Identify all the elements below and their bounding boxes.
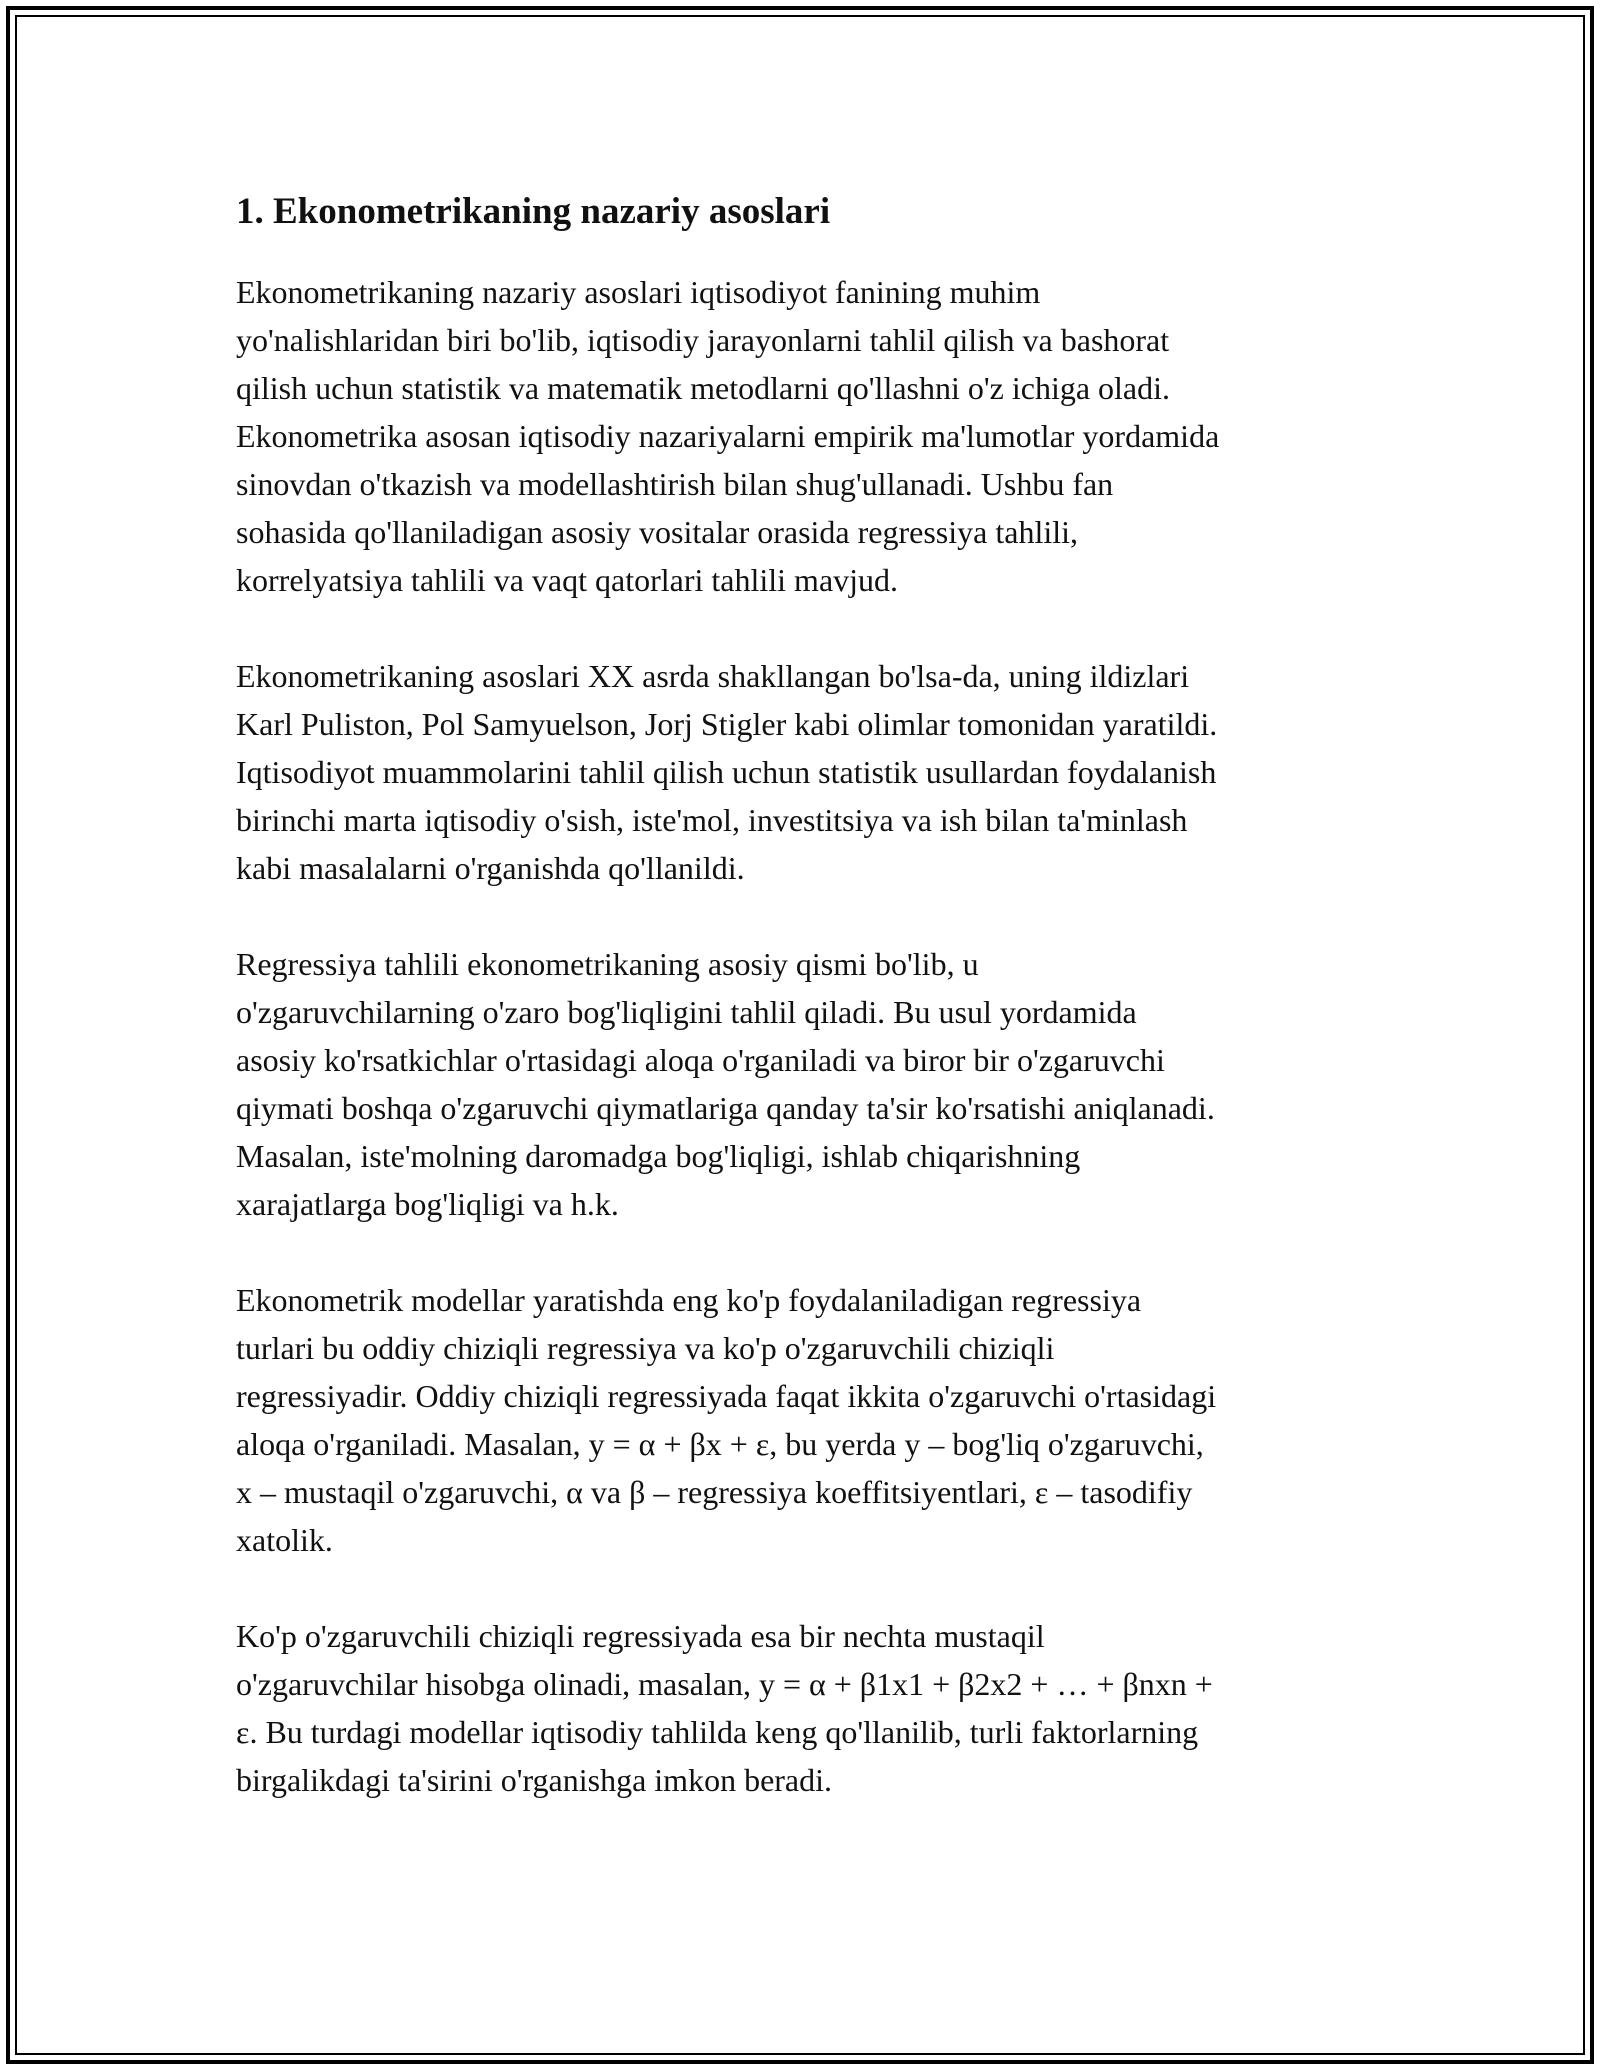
paragraph-theoretical-foundations: Ekonometrikaning nazariy asoslari iqtisodiyot fanining muhim yo'nalishlaridan biri bo'lib, iqtisodiy jarayonlarni tahlil qilish va bashorat qilish uchun statistik va matematik metodlarni qo'llashni o'z ichiga oladi. Ekonometrika asosan iqtisodiy nazariyalarni empirik ma'lumotlar yordamida sinovdan o'tkazish va modellashtirish bilan shug'ullanadi. Ushbu fan sohasida qo'llaniladigan asosiy vositalar orasida regressiya tahlili, korrelyatsiya tahlili va vaqt qatorlari tahlili mavjud.: [236, 274, 1220, 599]
paragraph-history: Ekonometrikaning asoslari XX asrda shakllangan bo'lsa-da, uning ildizlari Karl Puliston, Pol Samyuelson, Jorj Stigler kabi olimlar tomonidan yaratildi. Iqtisodiyot muammolarini tahlil qilish uchun statistik usullardan foydalanish birinchi marta iqtisodiy o'sish, iste'mol, investitsiya va ish bilan ta'minlash kabi masalalarni o'rganishda qo'llanildi.: [236, 658, 1218, 887]
section-heading: 1. Ekonometrikaning nazariy asoslari: [236, 191, 831, 232]
paragraph-multiple-linear-regression: Ko'p o'zgaruvchili chiziqli regressiyada esa bir nechta mustaqil o'zgaruvchilar hisobga olinadi, masalan, y = α + β1x1 + β2x2 + … + βnxn + ε. Bu turdagi modellar iqtisodiy tahlilda keng qo'llanilib, turli faktorlarning birgalikdagi ta'sirini o'rganishga imkon beradi.: [236, 1618, 1213, 1799]
paragraph-simple-linear-regression: Ekonometrik modellar yaratishda eng ko'p foydalaniladigan regressiya turlari bu oddiy chiziqli regressiya va ko'p o'zgaruvchili chiziqli regressiyadir. Oddiy chiziqli regressiyada faqat ikkita o'zgaruvchi o'rtasidagi aloqa o'rganiladi. Masalan, y = α + βx + ε, bu yerda y – bog'liq o'zgaruvchi, x – mustaqil o'zgaruvchi, α va β – regressiya koeffitsiyentlari, ε – tasodifiy xatolik.: [236, 1282, 1217, 1559]
paragraph-regression-analysis: Regressiya tahlili ekonometrikaning asosiy qismi bo'lib, u o'zgaruvchilarning o'zaro bog'liqligini tahlil qiladi. Bu usul yordamida asosiy ko'rsatkichlar o'rtasidagi aloqa o'rganiladi va biror bir o'zgaruvchi qiymati boshqa o'zgaruvchi qiymatlariga qanday ta'sir ko'rsatishi aniqlanadi. Masalan, iste'molning daromadga bog'liqligi, ishlab chiqarishning xarajatlarga bog'liqligi va h.k.: [236, 946, 1215, 1223]
document-body: [236, 188, 1366, 1804]
